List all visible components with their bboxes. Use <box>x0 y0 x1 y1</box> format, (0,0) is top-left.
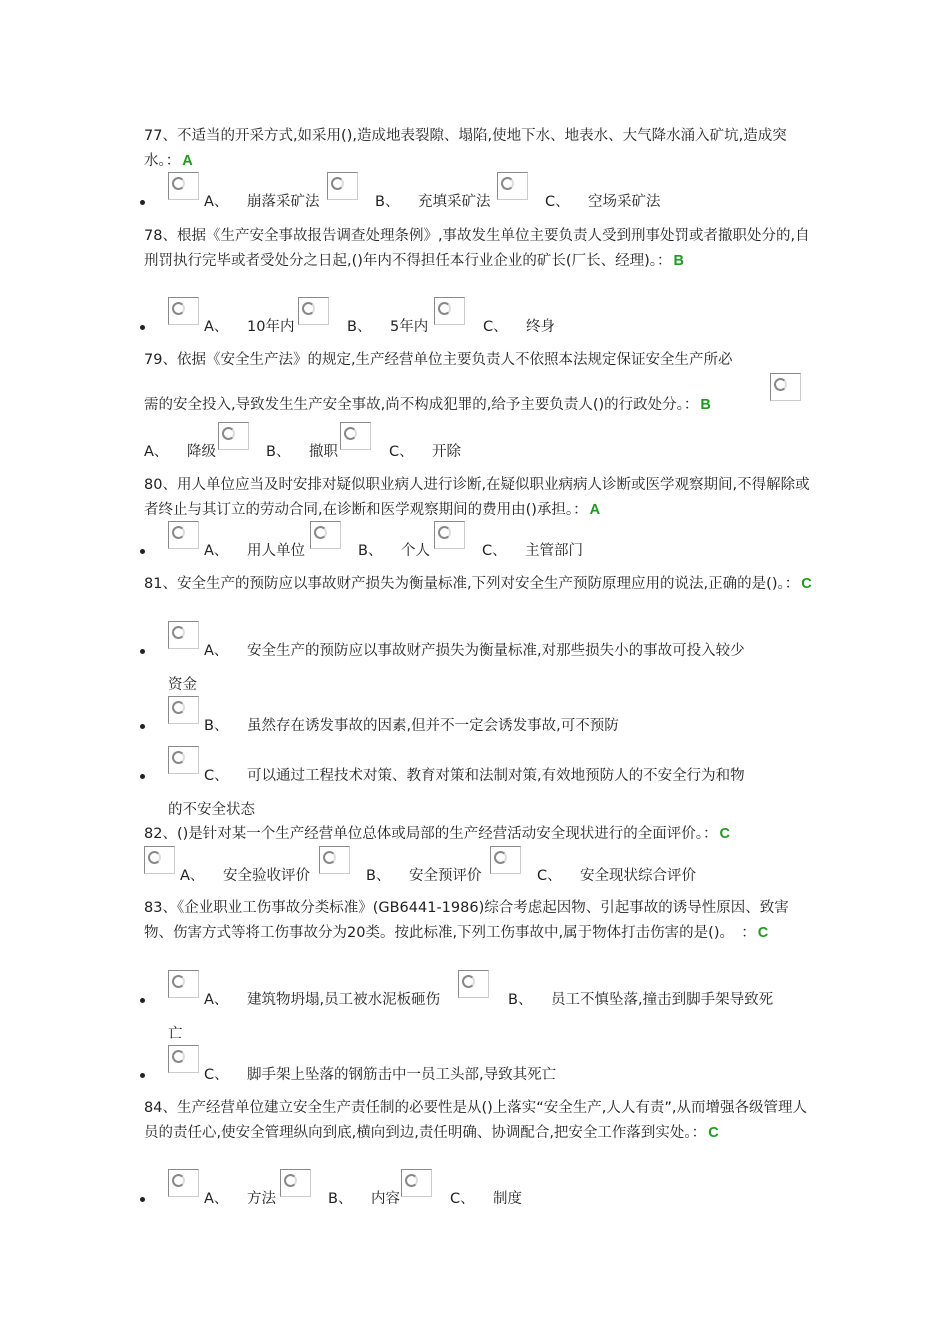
bullet-icon <box>140 1073 145 1078</box>
radio-button-c[interactable] <box>168 1045 199 1073</box>
option-b: B、 内容 <box>328 1191 400 1207</box>
question-text-line2: 需的安全投入,导致发生生产安全事故,尚不构成犯罪的,给予主要负责人()的行政处分。： <box>144 397 699 413</box>
option-c: C、 主管部门 <box>482 543 583 559</box>
option-row-81-c <box>140 746 830 786</box>
radio-button-b[interactable] <box>310 521 341 549</box>
options-77 <box>140 172 830 212</box>
radio-button-b[interactable] <box>319 846 350 874</box>
answer-key: A <box>589 502 601 518</box>
bullet-icon <box>140 549 145 554</box>
option-c: C、 安全现状综合评价 <box>537 868 696 884</box>
option-a: A、 安全验收评价 <box>180 868 310 884</box>
radio-button-c[interactable] <box>168 746 199 774</box>
radio-circle-icon <box>323 851 336 864</box>
question-text: 77、不适当的开采方式,如采用(),造成地表裂隙、塌陷,使地下水、地表水、大气降水涌入矿坑,造成突水。： <box>144 128 787 169</box>
answer-key: C <box>757 925 769 941</box>
option-b: B、 个人 <box>358 543 430 559</box>
option-b: B、 充填采矿法 <box>375 194 491 210</box>
radio-circle-icon <box>438 526 451 539</box>
bullet-icon <box>140 1197 145 1202</box>
question-text: 83、《企业职业工伤事故分类标准》(GB6441-1986)综合考虑起因物、引起事故的诱导性原因、致害物、伤害方式等将工伤事故分为20类。按此标准,下列工伤事故中,属于物体打击伤害的是()。 ： <box>144 900 789 941</box>
answer-key: B <box>700 397 711 413</box>
radio-circle-icon <box>774 378 787 391</box>
radio-button-b[interactable] <box>280 1169 311 1197</box>
answer-key: B <box>673 253 684 269</box>
question-78 <box>144 224 814 274</box>
option-b: B、 虽然存在诱发事故的因素,但并不一定会诱发事故,可不预防 <box>204 718 619 734</box>
question-text: 78、根据《生产安全事故报告调查处理条例》,事故发生单位主要负责人受到刑事处罚或者撤职处分的,自刑罚执行完毕或者受处分之日起,()年内不得担任本行业企业的矿长(厂长、经理)。： <box>144 228 810 269</box>
radio-button-c[interactable] <box>434 297 465 325</box>
radio-circle-icon <box>284 1174 297 1187</box>
option-a: A、 降级 <box>144 444 216 460</box>
radio-button-b[interactable] <box>218 422 249 450</box>
question-text: 80、用人单位应当及时安排对疑似职业病人进行诊断,在疑似职业病病人诊断或医学观察期间,不得解除或者终止与其订立的劳动合同,在诊断和医学观察期间的费用由()承担。： <box>144 477 810 518</box>
radio-button-c[interactable] <box>497 172 528 200</box>
radio-circle-icon <box>222 427 235 440</box>
radio-button-a[interactable] <box>168 970 199 998</box>
option-row-83-ab <box>140 970 830 1010</box>
answer-key: C <box>708 1125 719 1141</box>
radio-circle-icon <box>172 626 185 639</box>
option-a: A、 用人单位 <box>204 543 305 559</box>
radio-circle-icon <box>314 526 327 539</box>
radio-circle-icon <box>172 526 185 539</box>
radio-button-b[interactable] <box>458 970 489 998</box>
option-c-continuation: 的不安全状态 <box>168 802 255 818</box>
question-80 <box>144 473 814 523</box>
option-c: C、 空场采矿法 <box>545 194 661 210</box>
radio-button-c[interactable] <box>401 1169 432 1197</box>
option-a: A、 崩落采矿法 <box>204 194 320 210</box>
option-b: B、 5年内 <box>347 319 429 335</box>
radio-button-a[interactable] <box>168 1169 199 1197</box>
options-82 <box>144 846 834 886</box>
question-text: 84、生产经营单位建立安全生产责任制的必要性是从()上落实“安全生产,人人有责”,从而增强各级管理人员的责任心,使安全管理纵向到底,横向到边,责任明确、协调配合,把安全工作落到实处。： <box>144 1100 808 1141</box>
question-text: 81、安全生产的预防应以事故财产损失为衡量标准,下列对安全生产预防原理应用的说法,正确的是()。： <box>144 576 800 592</box>
option-a: A、 10年内 <box>204 319 295 335</box>
radio-circle-icon <box>172 177 185 190</box>
options-78 <box>140 297 830 337</box>
answer-key: C <box>801 576 812 592</box>
radio-circle-icon <box>405 1174 418 1187</box>
bullet-icon <box>140 325 145 330</box>
option-c: C、 开除 <box>389 444 461 460</box>
question-text: 82、()是针对某一个生产经营单位总体或局部的生产经营活动安全现状进行的全面评价。： <box>144 826 718 842</box>
option-b-continuation: 亡 <box>168 1026 183 1042</box>
radio-button-b[interactable] <box>168 696 199 724</box>
question-81 <box>144 572 814 597</box>
bullet-icon <box>140 998 145 1003</box>
radio-circle-icon <box>501 177 514 190</box>
radio-circle-icon <box>331 177 344 190</box>
options-79 <box>144 422 834 462</box>
bullet-icon <box>140 724 145 729</box>
question-82 <box>144 822 814 847</box>
bullet-icon <box>140 649 145 654</box>
radio-circle-icon <box>462 975 475 988</box>
radio-circle-icon <box>172 1050 185 1063</box>
radio-button-a[interactable] <box>168 172 199 200</box>
question-79-line2 <box>144 393 814 418</box>
radio-circle-icon <box>172 1174 185 1187</box>
option-row-81-a <box>140 621 830 661</box>
option-a: A、 方法 <box>204 1191 276 1207</box>
radio-button-c[interactable] <box>340 422 371 450</box>
radio-circle-icon <box>302 302 315 315</box>
option-b: B、 员工不慎坠落,撞击到脚手架导致死 <box>508 992 774 1008</box>
answer-key: C <box>719 826 730 842</box>
radio-button-a[interactable] <box>168 521 199 549</box>
bullet-icon <box>140 774 145 779</box>
option-c: C、 可以通过工程技术对策、教育对策和法制对策,有效地预防人的不安全行为和物 <box>204 768 745 784</box>
answer-key: A <box>182 153 193 169</box>
radio-button-a[interactable] <box>168 621 199 649</box>
radio-button-a[interactable] <box>144 846 175 874</box>
radio-circle-icon <box>172 302 185 315</box>
radio-button-a[interactable] <box>168 297 199 325</box>
question-77 <box>144 124 814 174</box>
option-c: C、 制度 <box>450 1191 522 1207</box>
option-a-continuation: 资金 <box>168 677 197 693</box>
radio-circle-icon <box>494 851 507 864</box>
options-80 <box>140 521 830 561</box>
question-text-line1: 79、依据《安全生产法》的规定,生产经营单位主要负责人不依照本法规定保证安全生产所必 <box>144 352 733 368</box>
radio-button-b[interactable] <box>298 297 329 325</box>
option-c: C、 脚手架上坠落的钢筋击中一员工头部,导致其死亡 <box>204 1067 557 1083</box>
question-83 <box>144 896 814 946</box>
option-a: A、 安全生产的预防应以事故财产损失为衡量标准,对那些损失小的事故可投入较少 <box>204 643 745 659</box>
bullet-icon <box>140 200 145 205</box>
radio-button-c[interactable] <box>490 846 521 874</box>
options-84 <box>140 1169 830 1209</box>
radio-circle-icon <box>344 427 357 440</box>
option-a: A、 建筑物坍塌,员工被水泥板砸伤 <box>204 992 441 1008</box>
radio-circle-icon <box>172 701 185 714</box>
radio-circle-icon <box>438 302 451 315</box>
option-c: C、 终身 <box>483 319 555 335</box>
option-row-81-b <box>140 696 830 736</box>
option-b: B、 安全预评价 <box>366 868 482 884</box>
radio-circle-icon <box>172 751 185 764</box>
radio-circle-icon <box>172 975 185 988</box>
option-row-83-c <box>140 1045 830 1085</box>
option-b: B、 撤职 <box>266 444 338 460</box>
radio-button-c[interactable] <box>434 521 465 549</box>
question-79 <box>144 348 814 373</box>
radio-button-b[interactable] <box>327 172 358 200</box>
radio-circle-icon <box>148 851 161 864</box>
question-84 <box>144 1096 814 1146</box>
